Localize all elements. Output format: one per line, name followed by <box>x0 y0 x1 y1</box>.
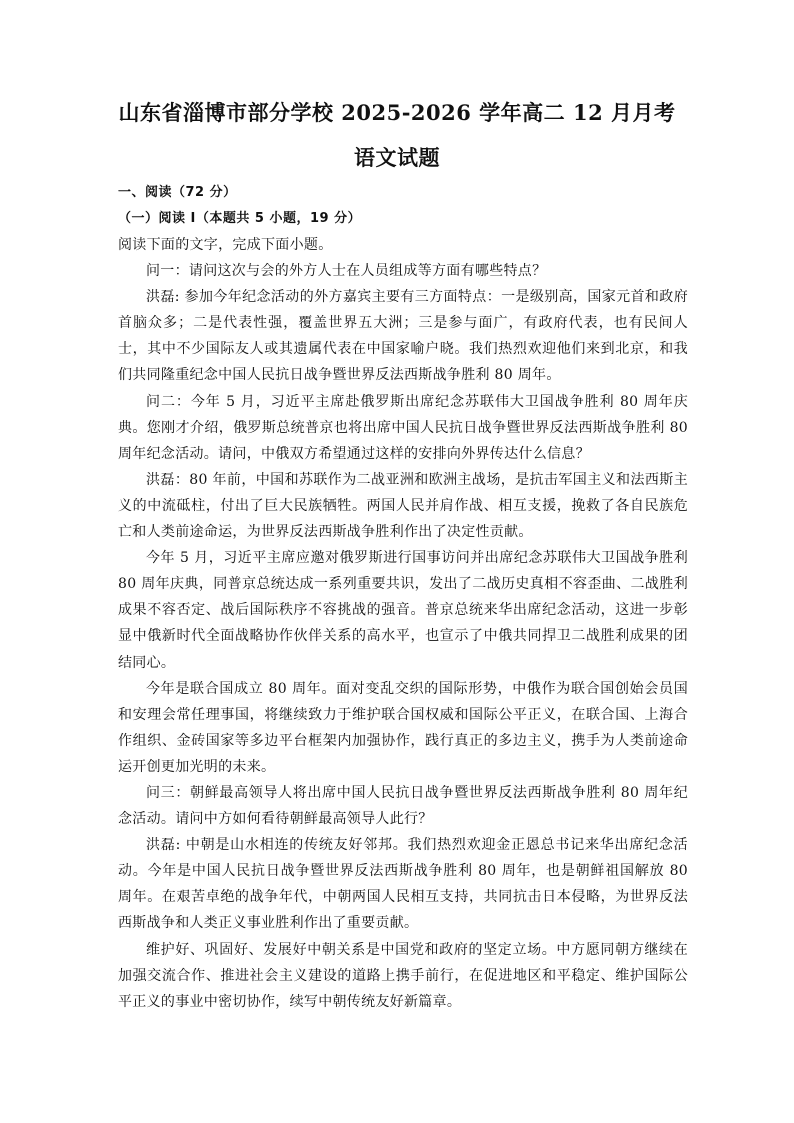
passage-paragraph: 问二：今年 5 月，习近平主席赴俄罗斯出席纪念苏联伟大卫国战争胜利 80 周年庆典。您刚才介绍，俄罗斯总统普京也将出席中国人民抗日战争暨世界反法西斯战争胜利 80 周年纪念活动。请问，中俄双方希望通过这样的安排向外界传达什么信息？ <box>118 393 688 462</box>
passage-paragraph: 问三：朝鲜最高领导人将出席中国人民抗日战争暨世界反法西斯战争胜利 80 周年纪念活动。请问中方如何看待朝鲜最高领导人此行？ <box>118 784 688 828</box>
passage-paragraph: 维护好、巩固好、发展好中朝关系是中国党和政府的坚定立场。中方愿同朝方继续在加强交流合作、推进社会主义建设的道路上携手前行，在促进地区和平稳定、维护国际公平正义的事业中密切协作，续写中朝传统友好新篇章。 <box>118 941 688 1010</box>
passage-paragraph: 洪磊: 中朝是山水相连的传统友好邻邦。我们热烈欢迎金正恩总书记来华出席纪念活动。今年是中国人民抗日战争暨世界反法西斯战争胜利 80 周年，也是朝鲜祖国解放 80 周年。在艰苦卓绝的战争年代，中朝两国人民相互支持，共同抗击日本侵略，为世界反法西斯战争和人类正义事业胜利作出了重要贡献。 <box>118 837 688 932</box>
passage-paragraph: 洪磊：80 年前，中国和苏联作为二战亚洲和欧洲主战场，是抗击军国主义和法西斯主义的中流砥柱，付出了巨大民族牺牲。两国人民并肩作战、相互支援，挽救了各自民族危亡和人类前途命运，为世界反法西斯战争胜利作出了决定性贡献。 <box>118 471 688 541</box>
passage-paragraph: 洪磊: 参加今年纪念活动的外方嘉宾主要有三方面特点：一是级别高，国家元首和政府首脑众多；二是代表性强，覆盖世界五大洲；三是参与面广，有政府代表，也有民间人士，其中不少国际友人或其遗属代表在中国家喻户晓。我们热烈欢迎他们来到北京，和我们共同隆重纪念中国人民抗日战争暨世界反法西斯战争胜利 80 周年。 <box>118 289 688 384</box>
section-heading: 一、阅读（72 分） <box>118 185 237 200</box>
exam-title: 山东省淄博市部分学校 2025-2026 学年高二 12 月月考 <box>118 100 676 125</box>
reading-passage <box>118 232 688 1015</box>
subsection-heading: （一）阅读 I（本题共 5 小题，19 分） <box>118 211 362 226</box>
passage-paragraph: 今年 5 月，习近平主席应邀对俄罗斯进行国事访问并出席纪念苏联伟大卫国战争胜利 80 周年庆典，同普京总统达成一系列重要共识，发出了二战历史真相不容歪曲、二战胜利成果不容否定、战后国际秩序不容挑战的强音。普京总统来华出席纪念活动，这进一步彰显中俄新时代全面战略协作伙伴关系的高水平，也宣示了中俄共同捍卫二战胜利成果的团结同心。 <box>118 550 688 671</box>
passage-paragraph: 问一：请问这次与会的外方人士在人员组成等方面有哪些特点？ <box>146 263 547 280</box>
exam-subject-title: 语文试题 <box>354 145 440 170</box>
passage-paragraph: 今年是联合国成立 80 周年。面对变乱交织的国际形势，中俄作为联合国创始会员国和安理会常任理事国，将继续致力于维护联合国权威和国际公平正义，在联合国、上海合作组织、金砖国家等多边平台框架内加强协作，践行真正的多边主义，携手为人类前途命运开创更加光明的未来。 <box>118 680 688 775</box>
instruction-text: 阅读下面的文字，完成下面小题。 <box>118 237 333 253</box>
